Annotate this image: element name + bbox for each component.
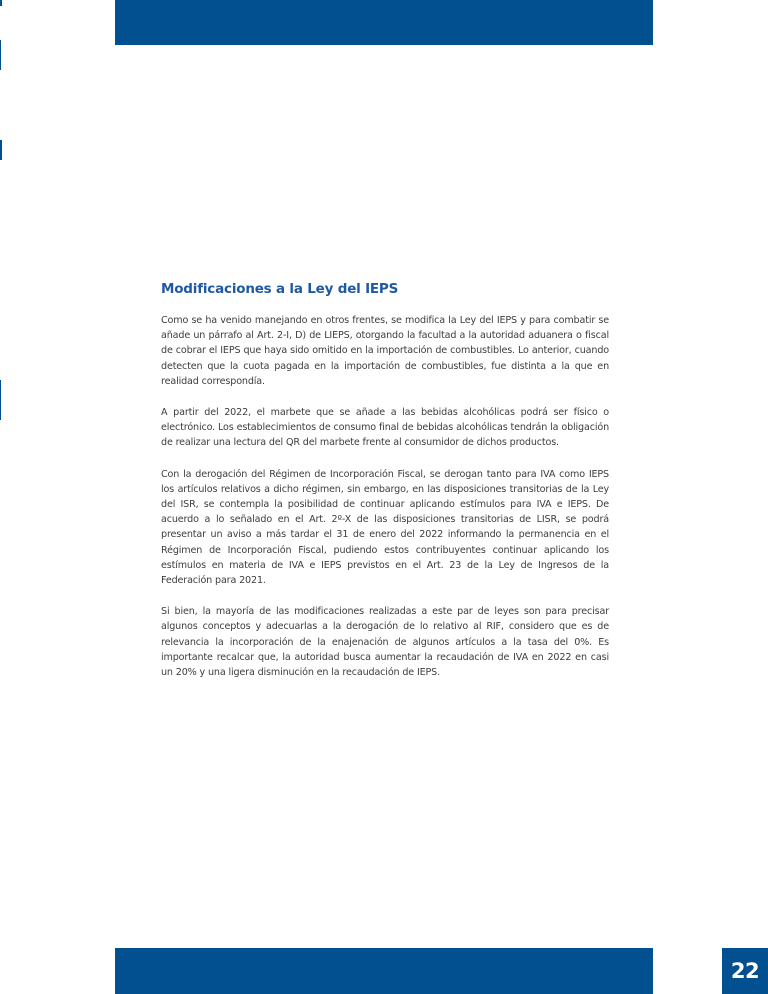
edge-mark — [0, 140, 2, 160]
article-section — [161, 280, 609, 696]
paragraph-4: Si bien, la mayoría de las modificaciones realizadas a este par de leyes son para precisar algunos conceptos y adecuarlas a la derogación de lo relativo al RIF, considero que es de relevancia la incorporación de la enajenación de algunos artículos a la tasa del 0%. Es importante recalcar que, la autoridad busca aumentar la recaudación de IVA en 2022 en casi un 20% y una ligera disminución en la recaudación de IEPS. — [161, 606, 609, 679]
paragraph-2: A partir del 2022, el marbete que se añade a las bebidas alcohólicas podrá ser físico o electrónico. Los establecimientos de consumo final de bebidas alcohólicas tendrán la obligación de realizar una lectura del QR del marbete frente al consumidor de dichos productos. — [161, 407, 609, 449]
paragraph-1: Como se ha venido manejando en otros frentes, se modifica la Ley del IEPS y para combatir se añade un párrafo al Art. 2-I, D) de LIEPS, otorgando la facultad a la autoridad aduanera o fiscal de cobrar el IEPS que haya sido omitido en la importación de combustibles. Lo anterior, cuando detecten que la cuota pagada en la importación de combustibles, fue distinta a la que en realidad correspondía. — [161, 315, 609, 387]
page-number: 22 — [722, 948, 768, 994]
section-title: Modificaciones a la Ley del IEPS — [161, 281, 399, 297]
edge-mark — [0, 380, 1, 420]
paragraph-3: Con la derogación del Régimen de Incorporación Fiscal, se derogan tanto para IVA como IEPS los artículos relativos a dicho régimen, sin embargo, en las disposiciones transitorias de la Ley del ISR, se contempla la posibilidad de continuar aplicando estímulos para IVA e IEPS. De acuerdo a lo señalado en el Art. 2º-X de las disposiciones transitorias de LISR, se podrá presentar un aviso a más tardar el 31 de enero del 2022 informando la permanencia en el Régimen de Incorporación Fiscal, pudiendo estos contribuyentes continuar aplicando los estímulos en materia de IVA e IEPS previstos en el Art. 23 de la Ley de Ingresos de la Federación para 2021. — [161, 468, 609, 587]
edge-mark — [0, 0, 2, 6]
footer-bar — [115, 948, 653, 994]
edge-mark — [0, 40, 1, 70]
header-bar — [115, 0, 653, 45]
